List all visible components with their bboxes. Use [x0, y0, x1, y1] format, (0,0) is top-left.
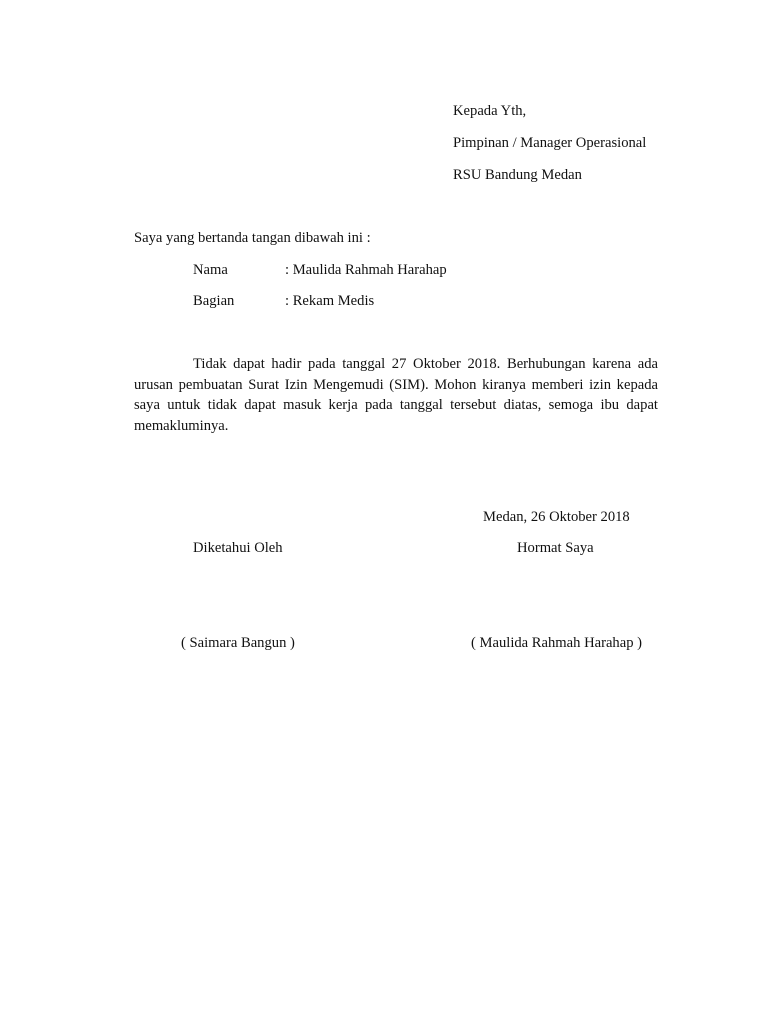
sender-name: ( Maulida Rahmah Harahap ): [471, 635, 643, 651]
acknowledger-name: ( Saimara Bangun ): [181, 635, 295, 651]
department-label: Bagian: [193, 293, 235, 309]
intro-statement: Saya yang bertanda tangan dibawah ini :: [134, 230, 371, 246]
name-value: : Maulida Rahmah Harahap: [285, 262, 447, 278]
regards-label: Hormat Saya: [517, 540, 594, 556]
addressee-position: Pimpinan / Manager Operasional: [453, 135, 647, 151]
addressee-greeting: Kepada Yth,: [453, 103, 527, 119]
letter-body-paragraph: Tidak dapat hadir pada tanggal 27 Oktober 2018. Berhubungan karena ada urusan pembuatan Surat Izin Mengemudi (SIM). Mohon kiranya memberi izin kepada saya untuk tidak dapat masuk kerja pada tanggal tersebut diatas, semoga ibu dapat memakluminya.: [134, 356, 658, 434]
place-date: Medan, 26 Oktober 2018: [483, 509, 630, 525]
name-label: Nama: [193, 262, 228, 278]
department-value: : Rekam Medis: [285, 293, 375, 309]
acknowledged-by-label: Diketahui Oleh: [193, 540, 283, 556]
addressee-organization: RSU Bandung Medan: [453, 167, 582, 183]
